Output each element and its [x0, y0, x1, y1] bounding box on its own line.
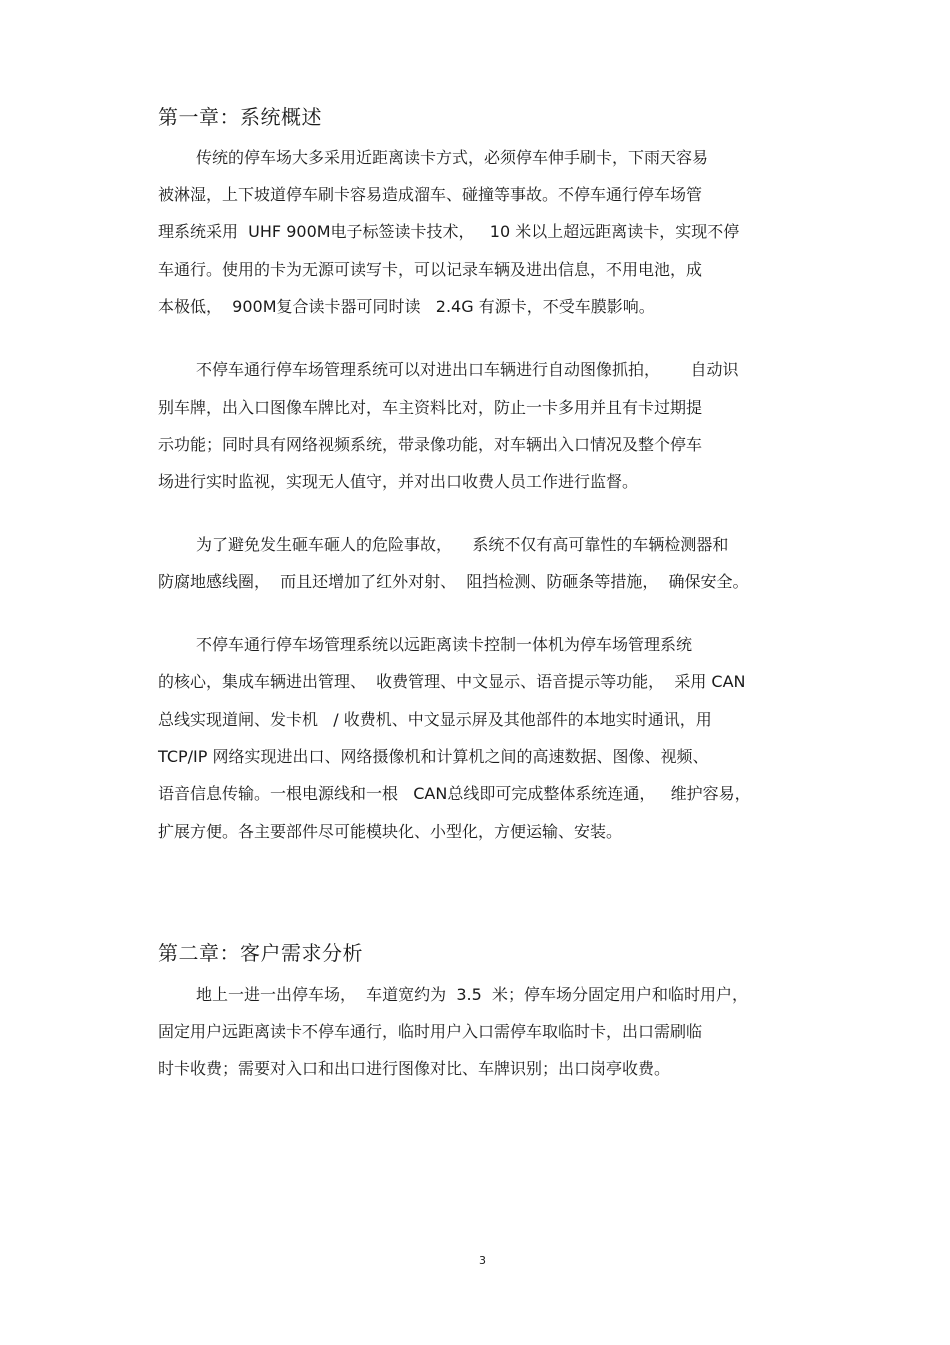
text-line: 不停车通行停车场管理系统可以对进出口车辆进行自动图像抓拍， 自动识	[196, 360, 739, 379]
text-line: 传统的停车场大多采用近距离读卡方式，必须停车伸手刷卡，下雨天容易	[196, 148, 709, 167]
text-line: TCP/IP 网络实现进出口、网络摄像机和计算机之间的高速数据、图像、视频、	[158, 747, 709, 766]
text-line: 地上一进一出停车场， 车道宽约为 3.5 米；停车场分固定用户和临时用户，	[196, 985, 748, 1004]
text-line: 固定用户远距离读卡不停车通行，临时用户入口需停车取临时卡，出口需刷临	[158, 1022, 703, 1041]
text-line: 场进行实时监视，实现无人值守，并对出口收费人员工作进行监督。	[158, 472, 639, 491]
text-line: 被淋湿，上下坡道停车刷卡容易造成溜车、碰撞等事故。不停车通行停车场管	[158, 185, 703, 204]
text-line: 语音信息传输。一根电源线和一根 CAN总线即可完成整体系统连通， 维护容易，	[158, 784, 751, 803]
text-line: 车通行。使用的卡为无源可读写卡，可以记录车辆及进出信息，不用电池，成	[158, 260, 703, 279]
text-line: 时卡收费；需要对入口和出口进行图像对比、车牌识别；出口岗亭收费。	[158, 1059, 671, 1078]
page-number: 3	[479, 1254, 486, 1267]
text-line: 为了避免发生砸车砸人的危险事故， 系统不仅有高可靠性的车辆检测器和	[196, 535, 729, 554]
text-line: 示功能；同时具有网络视频系统，带录像功能，对车辆出入口情况及整个停车	[158, 435, 703, 454]
text-line: 理系统采用 UHF 900M电子标签读卡技术， 10 米以上超远距离读卡，实现不停	[158, 222, 740, 241]
text-line: 总线实现道闸、发卡机 / 收费机、中文显示屏及其他部件的本地实时通讯，用	[158, 710, 712, 729]
chapter-1-heading: 第一章：系统概述	[158, 105, 322, 129]
text-line: 防腐地感线圈， 而且还增加了红外对射、 阻挡检测、防砸条等措施， 确保安全。	[158, 572, 749, 591]
text-line: 别车牌，出入口图像车牌比对，车主资料比对，防止一卡多用并且有卡过期提	[158, 398, 703, 417]
text-line: 本极低， 900M复合读卡器可同时读 2.4G 有源卡，不受车膜影响。	[158, 297, 655, 316]
text-line: 扩展方便。各主要部件尽可能模块化、小型化，方便运输、安装。	[158, 822, 623, 841]
chapter-2-heading: 第二章：客户需求分析	[158, 941, 363, 965]
text-line: 的核心，集成车辆进出管理、 收费管理、中文显示、语音提示等功能， 采用 CAN	[158, 672, 746, 691]
text-line: 不停车通行停车场管理系统以远距离读卡控制一体机为停车场管理系统	[196, 635, 693, 654]
